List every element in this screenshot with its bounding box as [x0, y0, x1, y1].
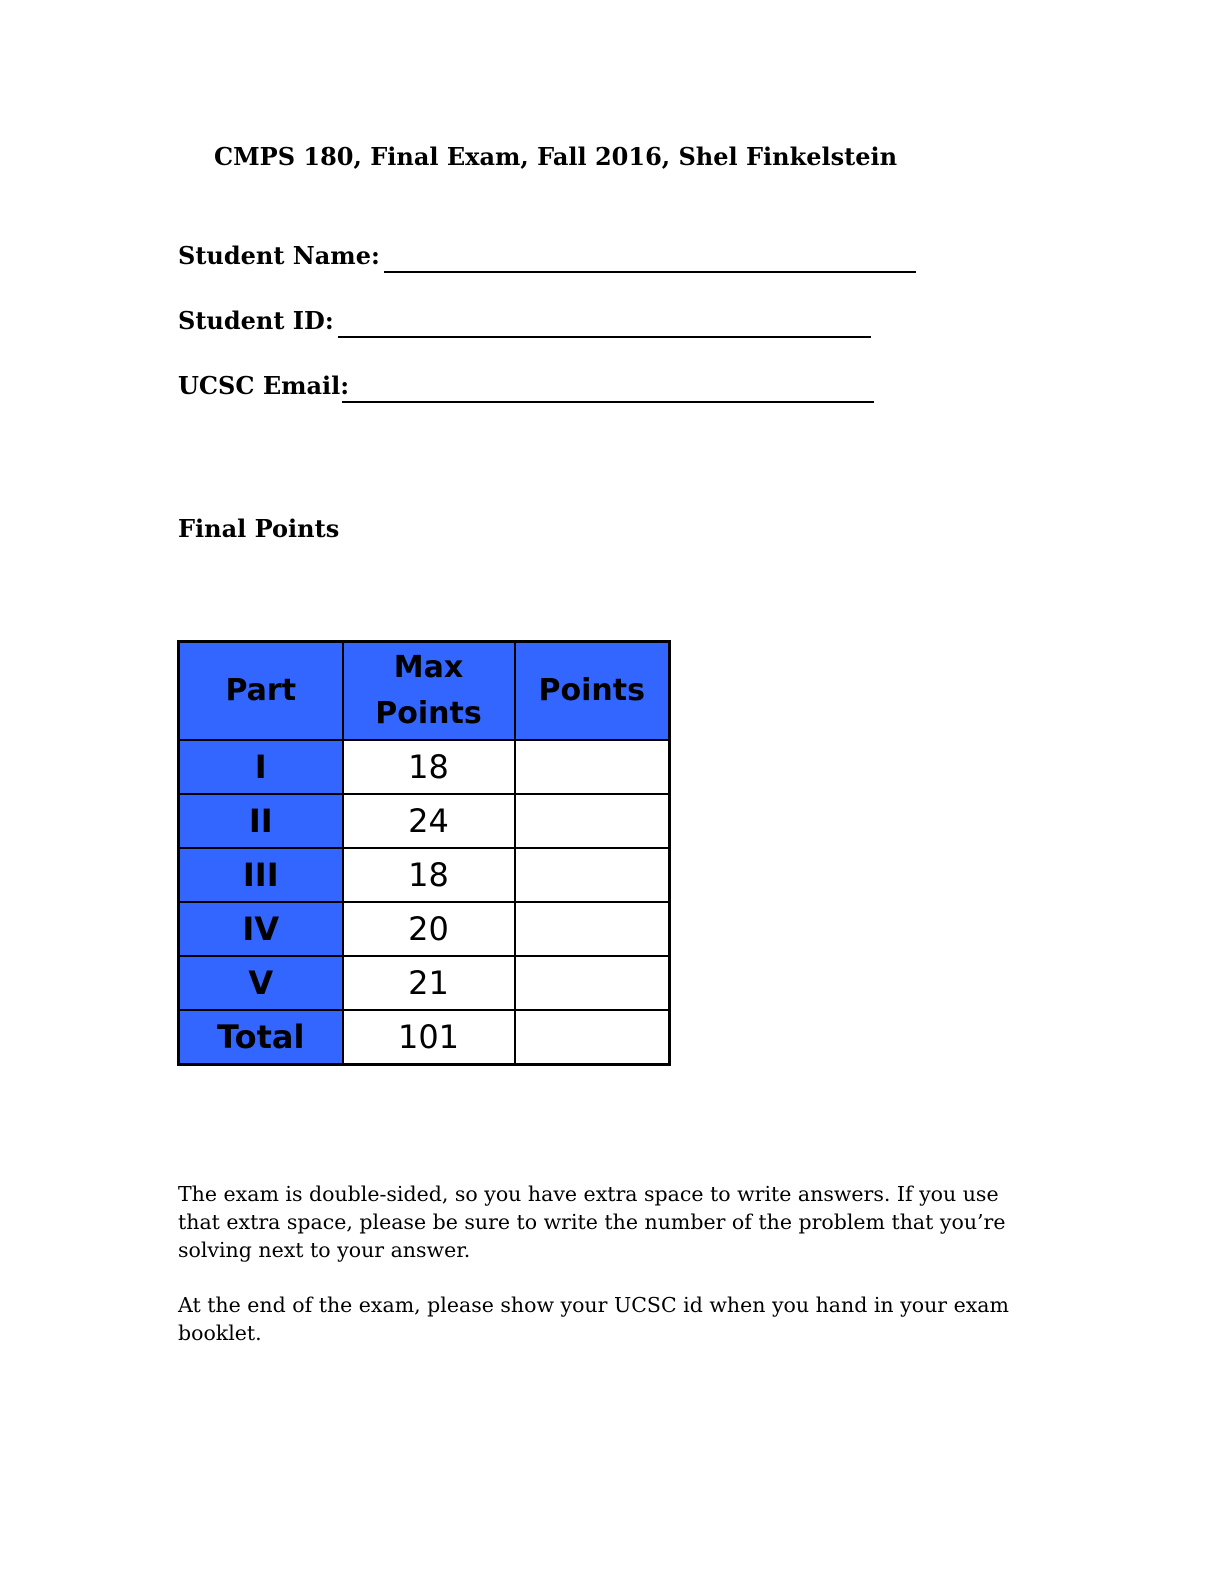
final-points-heading: Final Points	[178, 514, 340, 543]
max-points-cell: 21	[343, 956, 515, 1010]
table-total-row	[179, 1010, 670, 1065]
total-max-points-cell: 101	[343, 1010, 515, 1065]
total-points-cell[interactable]	[515, 1010, 670, 1065]
header-max-line1: Max	[393, 650, 464, 685]
student-id-label: Student ID:	[178, 306, 334, 335]
max-points-cell: 24	[343, 794, 515, 848]
part-cell: V	[179, 956, 343, 1010]
student-name-blank-line[interactable]	[384, 271, 916, 273]
ucsc-email-field	[178, 371, 349, 400]
table-row	[179, 902, 670, 956]
part-cell: I	[179, 740, 343, 794]
ucsc-email-blank-line[interactable]	[342, 401, 874, 403]
instructions-paragraph-ucsc-id: At the end of the exam, please show your UCSC id when you hand in your exam booklet.	[178, 1292, 1009, 1345]
table-header-row	[179, 642, 670, 741]
exam-title: CMPS 180, Final Exam, Fall 2016, Shel Finkelstein	[214, 142, 898, 171]
student-id-field	[178, 306, 334, 335]
student-name-field	[178, 241, 380, 270]
table-row	[179, 848, 670, 902]
ucsc-email-label: UCSC Email:	[178, 371, 350, 400]
header-max-points	[343, 642, 515, 741]
max-points-cell: 20	[343, 902, 515, 956]
header-max-line2: Points	[375, 696, 482, 731]
student-name-label: Student Name:	[178, 241, 380, 270]
part-cell: III	[179, 848, 343, 902]
header-part: Part	[179, 642, 343, 741]
total-label-cell: Total	[179, 1010, 343, 1065]
max-points-cell: 18	[343, 848, 515, 902]
max-points-cell: 18	[343, 740, 515, 794]
table-row	[179, 956, 670, 1010]
points-cell[interactable]	[515, 794, 670, 848]
final-points-table	[177, 640, 671, 1066]
part-cell: IV	[179, 902, 343, 956]
header-points: Points	[515, 642, 670, 741]
table-row	[179, 740, 670, 794]
points-cell[interactable]	[515, 740, 670, 794]
part-cell: II	[179, 794, 343, 848]
points-cell[interactable]	[515, 848, 670, 902]
table-row	[179, 794, 670, 848]
instructions-paragraph-double-sided: The exam is double-sided, so you have extra space to write answers. If you use that extra space, please be sure to write the number of the problem that you’re solving next to your answer.	[178, 1181, 1006, 1262]
points-cell[interactable]	[515, 902, 670, 956]
student-id-blank-line[interactable]	[338, 336, 871, 338]
points-cell[interactable]	[515, 956, 670, 1010]
